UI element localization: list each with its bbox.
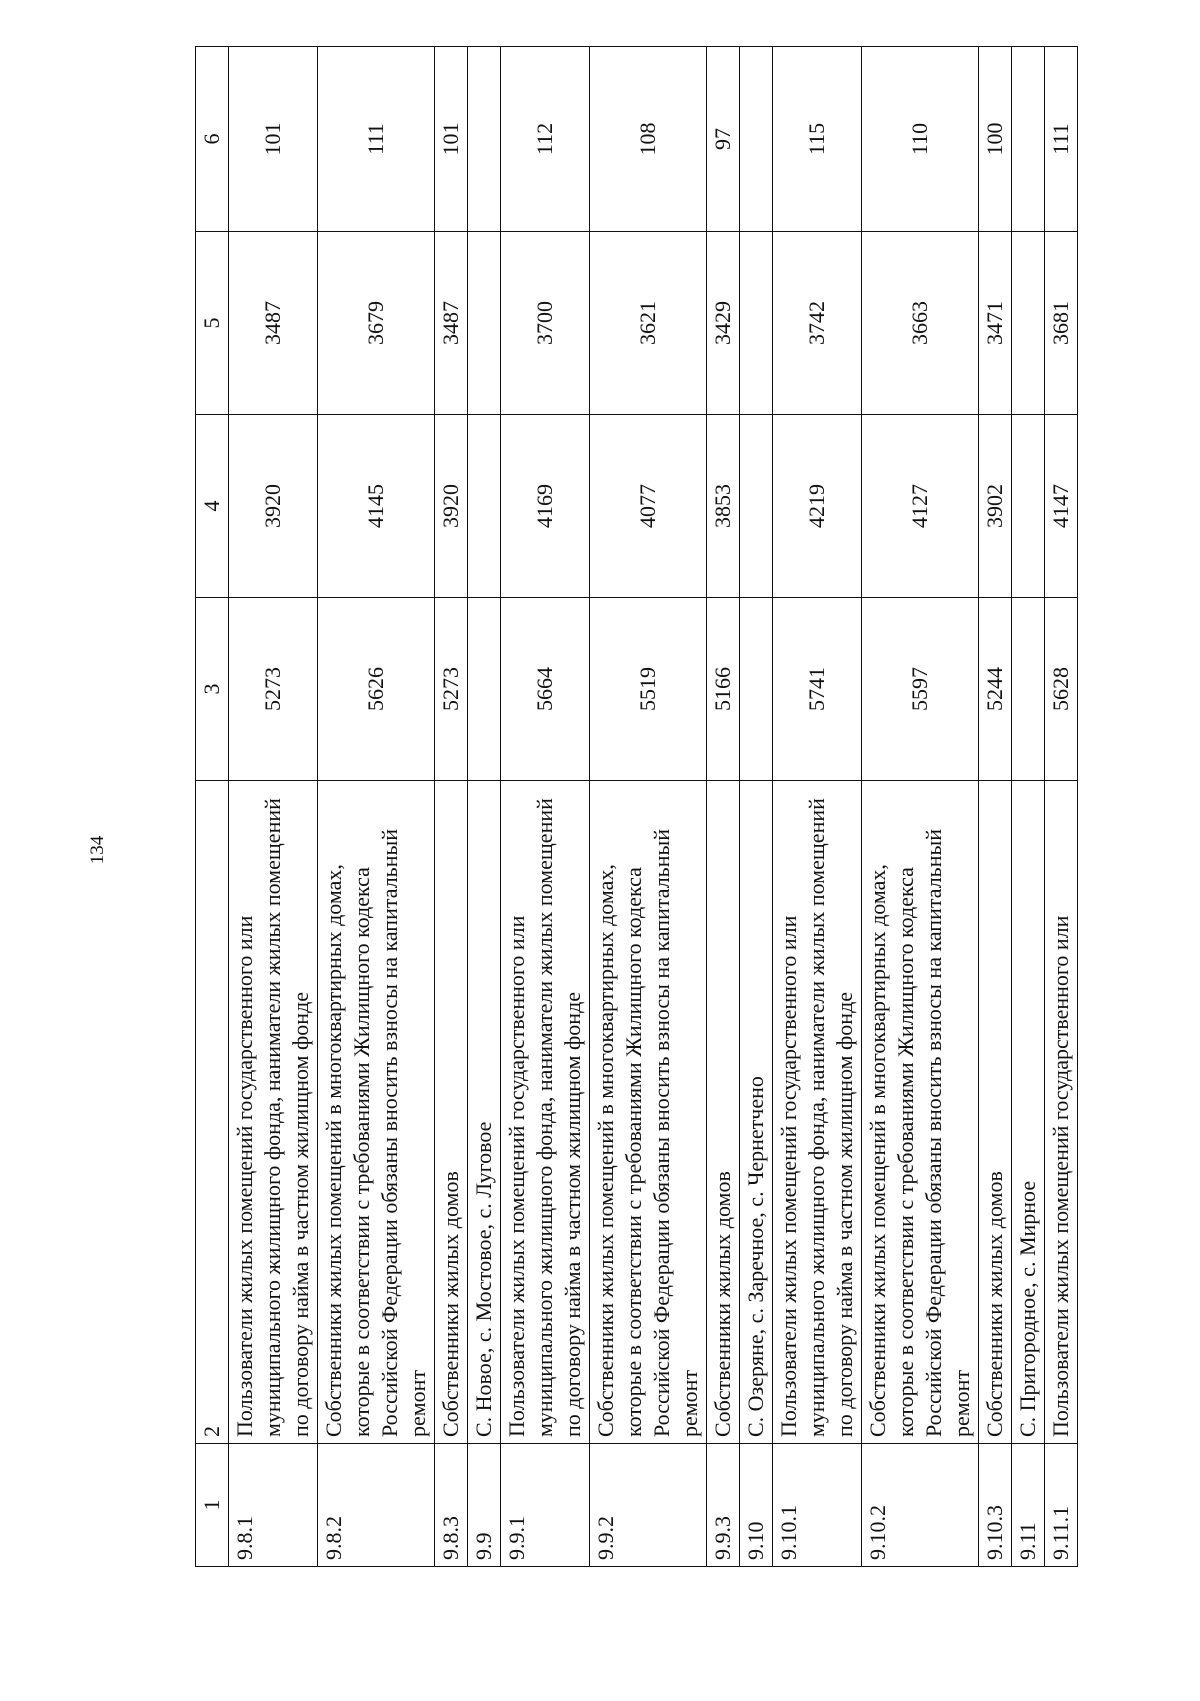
value-col-3-cell: 5741: [773, 598, 862, 781]
table-row: [740, 47, 773, 1567]
description-cell: Собственники жилых домов: [707, 781, 740, 1444]
value-col-5-cell: 3471: [979, 232, 1012, 415]
code-cell: 9.9.1: [501, 1444, 590, 1567]
table-row: [435, 47, 468, 1567]
value-col-6-cell: 112: [501, 47, 590, 232]
value-col-4-cell: 4145: [318, 415, 435, 598]
header-col-6: 6: [196, 47, 229, 232]
value-col-5-cell: 3621: [590, 232, 707, 415]
header-col-5: 5: [196, 232, 229, 415]
value-col-5-cell: 3681: [1045, 232, 1078, 415]
code-cell: 9.8.3: [435, 1444, 468, 1567]
value-col-5-cell: 3487: [229, 232, 318, 415]
value-col-5-cell: 3663: [862, 232, 979, 415]
table-row: [979, 47, 1012, 1567]
value-col-6-cell: 111: [1045, 47, 1078, 232]
table-row: [229, 47, 318, 1567]
value-col-3-cell: [740, 598, 773, 781]
value-col-4-cell: 4077: [590, 415, 707, 598]
tariff-table: [195, 46, 1078, 1567]
table-row: [501, 47, 590, 1567]
value-col-3-cell: 5628: [1045, 598, 1078, 781]
table-row: [707, 47, 740, 1567]
value-col-6-cell: [740, 47, 773, 232]
code-cell: 9.8.2: [318, 1444, 435, 1567]
description-cell: Собственники жилых помещений в многоквартирных домах, которые в соответствии с требованиями Жилищного кодекса Российской Федерации обязаны вносить взносы на капитальный ремонт: [862, 781, 979, 1444]
description-cell: Пользователи жилых помещений государственного или муниципального жилищного фонда, наниматели жилых помещений по договору найма в частном жилищном фонде: [773, 781, 862, 1444]
table-row: [1045, 47, 1078, 1567]
value-col-6-cell: 108: [590, 47, 707, 232]
value-col-6-cell: 97: [707, 47, 740, 232]
description-cell: Собственники жилых помещений в многоквартирных домах, которые в соответствии с требованиями Жилищного кодекса Российской Федерации обязаны вносить взносы на капитальный ремонт: [318, 781, 435, 1444]
value-col-4-cell: 3902: [979, 415, 1012, 598]
value-col-5-cell: 3679: [318, 232, 435, 415]
table-row: [318, 47, 435, 1567]
value-col-6-cell: [1012, 47, 1045, 232]
value-col-4-cell: 4127: [862, 415, 979, 598]
table-row: [773, 47, 862, 1567]
page-number: 134: [87, 835, 108, 865]
value-col-6-cell: 101: [229, 47, 318, 232]
description-cell: Пользователи жилых помещений государственного или муниципального жилищного фонда, наниматели жилых помещений по договору найма в частном жилищном фонде: [229, 781, 318, 1444]
header-col-1: 1: [196, 1444, 229, 1567]
value-col-3-cell: 5519: [590, 598, 707, 781]
value-col-3-cell: 5273: [435, 598, 468, 781]
value-col-3-cell: 5273: [229, 598, 318, 781]
code-cell: 9.10: [740, 1444, 773, 1567]
value-col-5-cell: [1012, 232, 1045, 415]
value-col-5-cell: 3700: [501, 232, 590, 415]
value-col-4-cell: 4147: [1045, 415, 1078, 598]
description-cell: С. Озеряне, с. Заречное, с. Чернетчено: [740, 781, 773, 1444]
code-cell: 9.10.2: [862, 1444, 979, 1567]
value-col-4-cell: 3920: [229, 415, 318, 598]
value-col-3-cell: [468, 598, 501, 781]
value-col-5-cell: [740, 232, 773, 415]
description-cell: Собственники жилых помещений в многоквартирных домах, которые в соответствии с требованиями Жилищного кодекса Российской Федерации обязаны вносить взносы на капитальный ремонт: [590, 781, 707, 1444]
value-col-3-cell: 5664: [501, 598, 590, 781]
value-col-3-cell: 5626: [318, 598, 435, 781]
code-cell: 9.9.2: [590, 1444, 707, 1567]
header-col-4: 4: [196, 415, 229, 598]
code-cell: 9.11: [1012, 1444, 1045, 1567]
value-col-5-cell: 3487: [435, 232, 468, 415]
value-col-6-cell: 100: [979, 47, 1012, 232]
table-row: [862, 47, 979, 1567]
value-col-4-cell: [1012, 415, 1045, 598]
table-row: [590, 47, 707, 1567]
value-col-6-cell: 115: [773, 47, 862, 232]
code-cell: 9.11.1: [1045, 1444, 1078, 1567]
value-col-3-cell: 5244: [979, 598, 1012, 781]
value-col-4-cell: 4169: [501, 415, 590, 598]
value-col-5-cell: 3429: [707, 232, 740, 415]
description-cell: С. Новое, с. Мостовое, с. Луговое: [468, 781, 501, 1444]
value-col-6-cell: 111: [318, 47, 435, 232]
value-col-4-cell: 3853: [707, 415, 740, 598]
value-col-6-cell: 101: [435, 47, 468, 232]
header-col-2: 2: [196, 781, 229, 1444]
value-col-6-cell: [468, 47, 501, 232]
code-cell: 9.8.1: [229, 1444, 318, 1567]
value-col-4-cell: 4219: [773, 415, 862, 598]
value-col-3-cell: 5166: [707, 598, 740, 781]
tariff-table-container: [195, 122, 1115, 1567]
value-col-5-cell: [468, 232, 501, 415]
value-col-3-cell: [1012, 598, 1045, 781]
description-cell: Собственники жилых домов: [435, 781, 468, 1444]
code-cell: 9.9: [468, 1444, 501, 1567]
code-cell: 9.10.1: [773, 1444, 862, 1567]
value-col-4-cell: 3920: [435, 415, 468, 598]
table-row: [468, 47, 501, 1567]
value-col-6-cell: 110: [862, 47, 979, 232]
description-cell: Пользователи жилых помещений государственного или муниципального жилищного фонда, наниматели жилых помещений по договору найма в частном жилищном фонде: [501, 781, 590, 1444]
table-row: [1012, 47, 1045, 1567]
description-cell: Пользователи жилых помещений государственного или: [1045, 781, 1078, 1444]
code-cell: 9.9.3: [707, 1444, 740, 1567]
description-cell: Собственники жилых домов: [979, 781, 1012, 1444]
code-cell: 9.10.3: [979, 1444, 1012, 1567]
table-header-row: [196, 47, 229, 1567]
value-col-4-cell: [468, 415, 501, 598]
header-col-3: 3: [196, 598, 229, 781]
description-cell: С. Пригородное, с. Мирное: [1012, 781, 1045, 1444]
value-col-3-cell: 5597: [862, 598, 979, 781]
value-col-5-cell: 3742: [773, 232, 862, 415]
value-col-4-cell: [740, 415, 773, 598]
